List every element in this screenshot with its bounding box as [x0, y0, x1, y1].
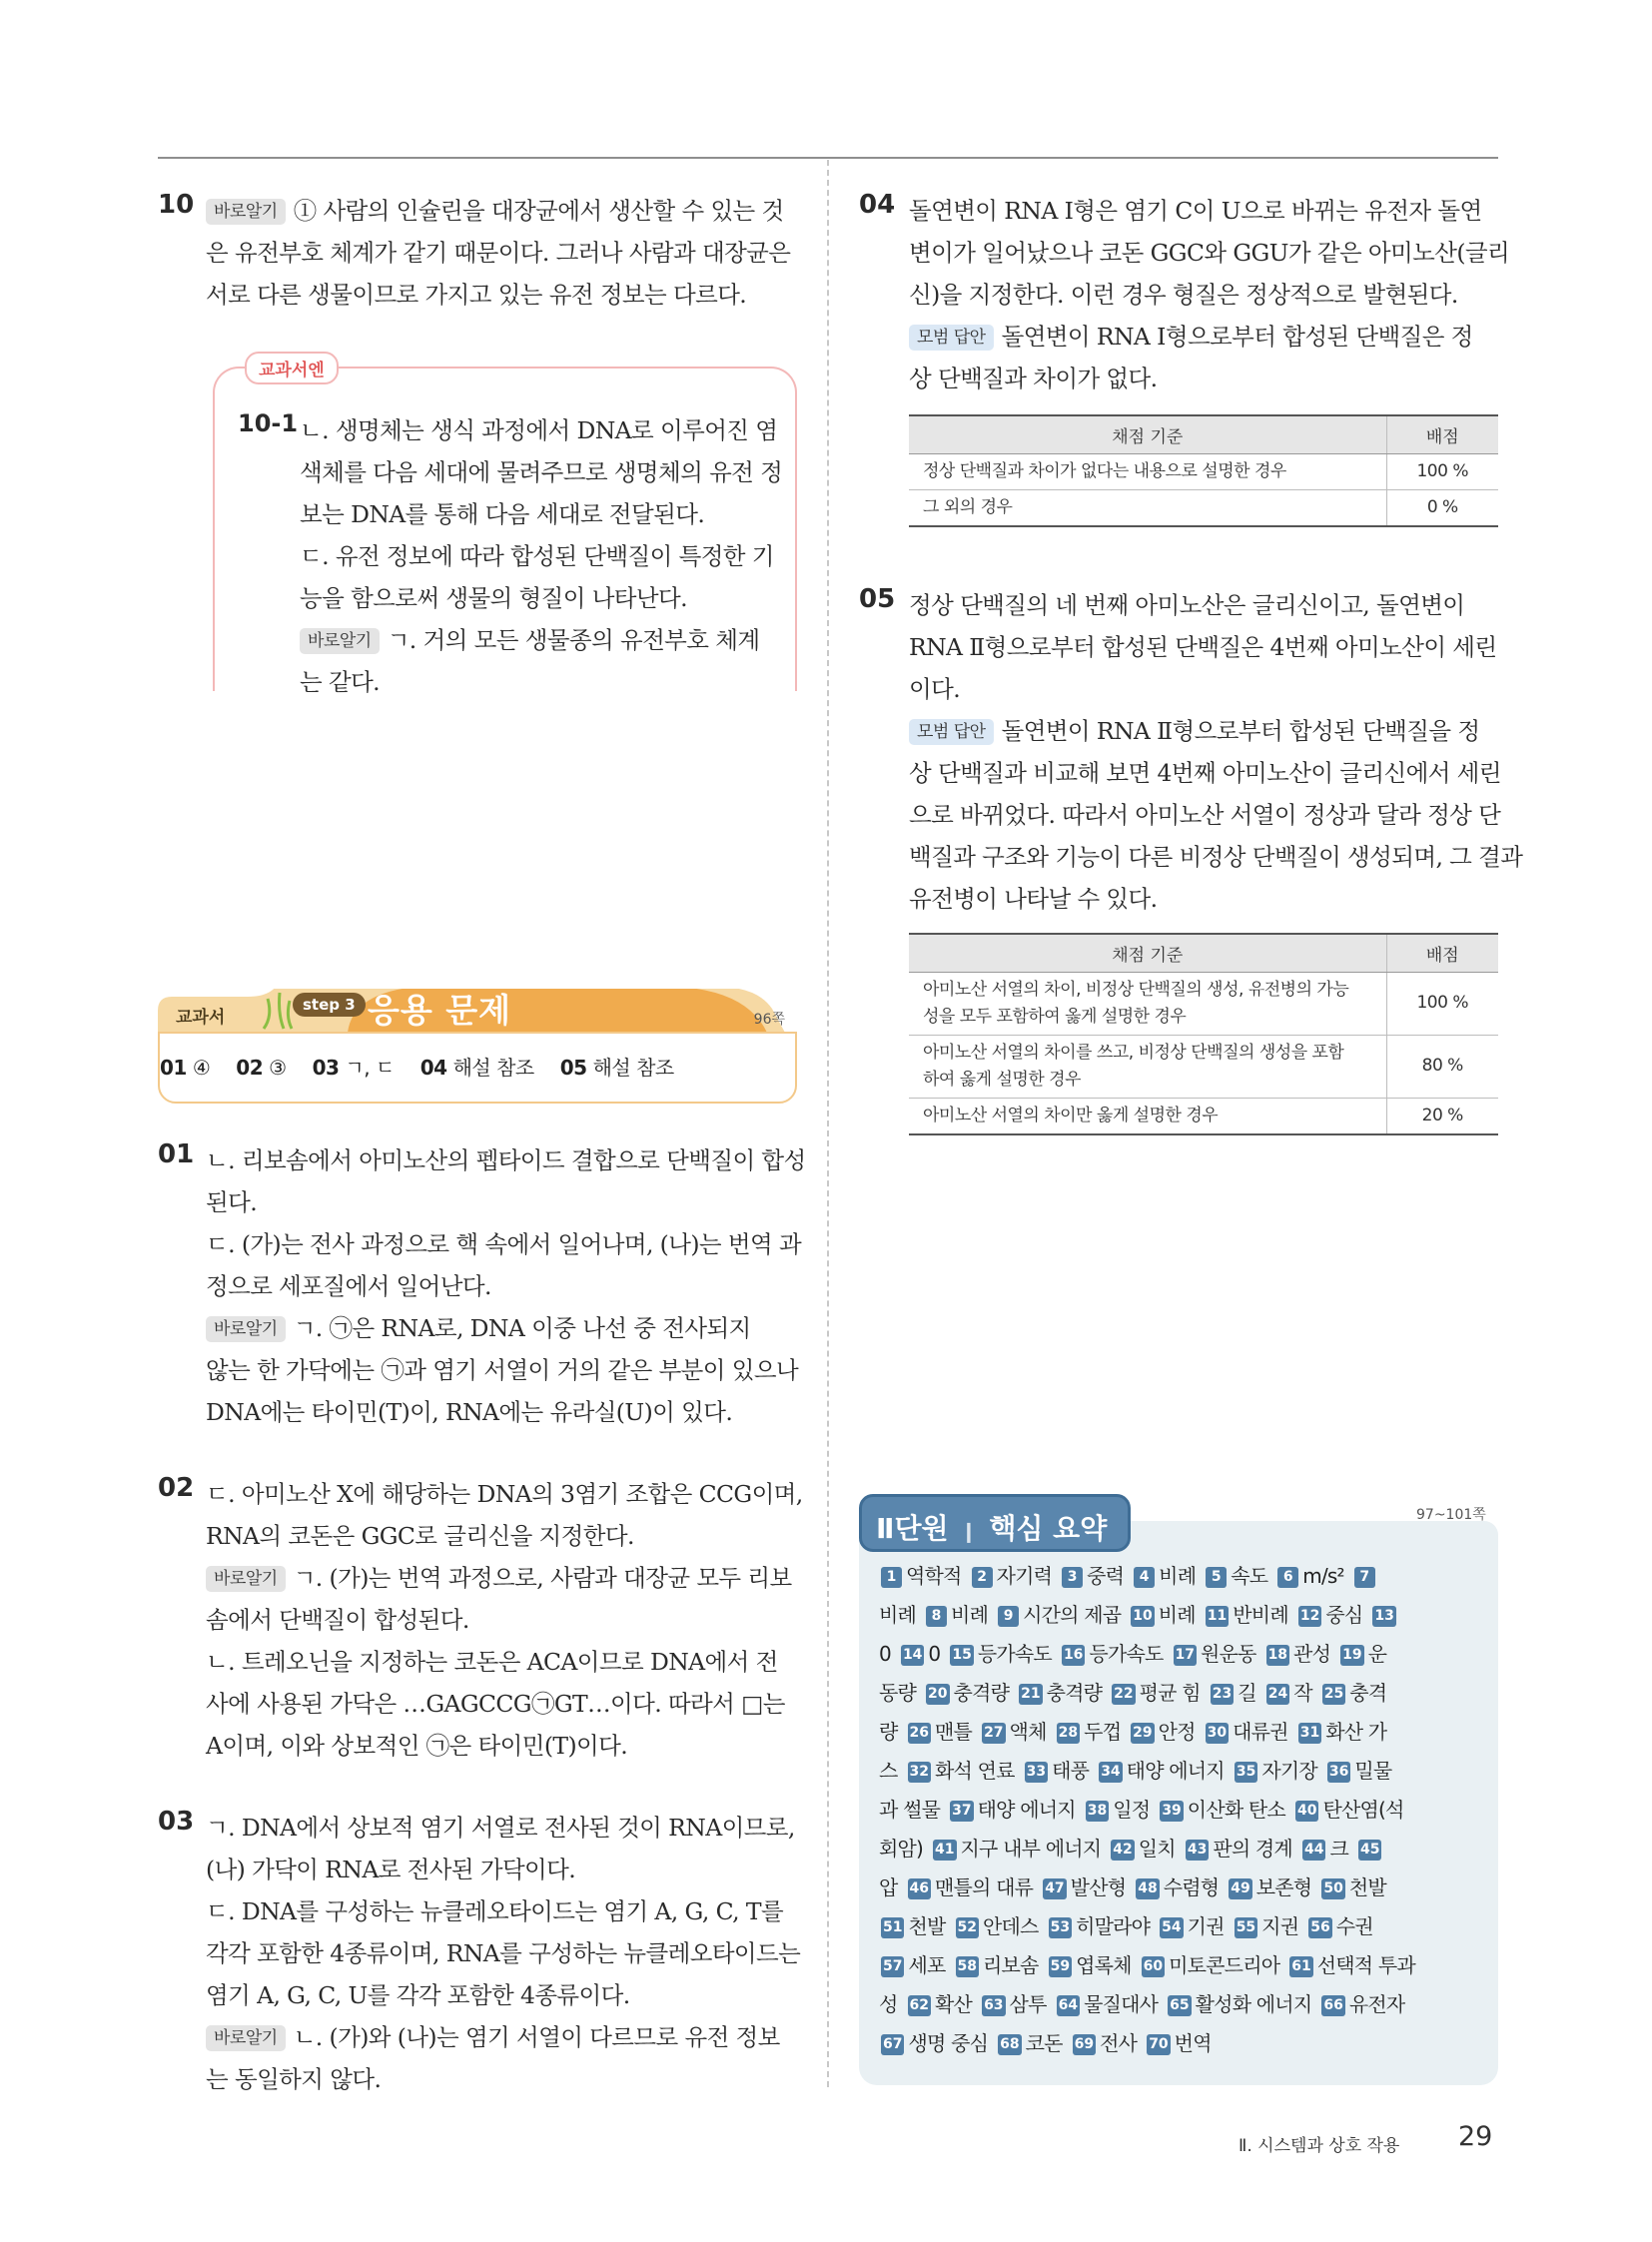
- text-line: (나) 가닥이 RNA로 전사된 가닥이다.: [206, 1856, 576, 1883]
- summary-item-term: 충격량: [953, 1681, 1010, 1705]
- text-line: 바로알기 ㄱ. (가)는 번역 과정으로, 사람과 대장균 모두 리보: [206, 1557, 797, 1599]
- summary-item-number: 69: [1073, 2034, 1096, 2055]
- summary-item-term: 태양 에너지: [977, 1798, 1076, 1822]
- summary-item-term: 천발: [1348, 1875, 1386, 1899]
- summary-text: [879, 1557, 1488, 2063]
- summary-item-term: 지구 내부 에너지: [960, 1837, 1102, 1861]
- summary-item-term: 번역: [1174, 2031, 1212, 2055]
- points-header: 배점: [1386, 415, 1498, 453]
- text-line: 색체를 다음 세대에 물려주므로 생명체의 유전 정: [300, 458, 783, 486]
- summary-item-number: 44: [1302, 1840, 1325, 1861]
- score-row: [909, 489, 1498, 526]
- summary-item-term: 대류권: [1233, 1720, 1288, 1744]
- summary-item-term: 확산: [935, 1992, 973, 2016]
- step-textbook-label: 교과서: [176, 1008, 226, 1028]
- summary-item-term: 일정: [1113, 1798, 1151, 1822]
- summary-item-number: 53: [1049, 1917, 1072, 1938]
- text-line: 는 같다.: [300, 668, 381, 696]
- summary-item-number: 3: [1062, 1567, 1083, 1588]
- summary-item-number: 16: [1062, 1645, 1085, 1666]
- summary-item-term: 안데스: [983, 1914, 1039, 1938]
- summary-item-number: 11: [1206, 1606, 1229, 1627]
- summary-item-number: 14: [901, 1645, 924, 1666]
- summary-item-term: 비례: [1159, 1564, 1197, 1588]
- text-line: ㄷ. DNA를 구성하는 뉴클레오타이드는 염기 A, G, C, T를: [206, 1897, 784, 1925]
- summary-item-number: 32: [908, 1762, 931, 1783]
- summary-item-number: 49: [1229, 1878, 1251, 1899]
- summary-item-number: 35: [1235, 1762, 1257, 1783]
- summary-unit: Ⅱ단원: [876, 1512, 949, 1545]
- summary-item-number: 8: [926, 1606, 947, 1627]
- summary-item-term: 속도: [1231, 1564, 1268, 1588]
- summary-item-term: 물질대사: [1084, 1992, 1159, 2016]
- summary-item-number: 52: [956, 1917, 979, 1938]
- text-line: 신)을 지정한다. 이런 경우 형질은 정상적으로 발현된다.: [909, 281, 1458, 309]
- summary-item-number: 60: [1142, 1956, 1165, 1977]
- question-body: [206, 1807, 801, 2100]
- text-line: 정으로 세포질에서 일어난다.: [206, 1272, 491, 1300]
- top-rule: [158, 157, 1498, 159]
- summary-item-number: 23: [1211, 1684, 1234, 1705]
- summary-item-term: 탄산염(석: [1322, 1798, 1404, 1822]
- summary-item-term: 안정: [1158, 1720, 1196, 1744]
- summary-item-number: 17: [1174, 1645, 1197, 1666]
- summary-item-number: 7: [1354, 1567, 1375, 1588]
- text-line: 솜에서 단백질이 합성된다.: [206, 1606, 469, 1634]
- summary-item-term: 생명 중심: [908, 2031, 989, 2055]
- summary-item-number: 65: [1168, 1995, 1191, 2016]
- summary-item-term: 맨틀의 대류: [935, 1875, 1034, 1899]
- summary-item-number: 58: [956, 1956, 979, 1977]
- summary-item-number: 43: [1186, 1840, 1209, 1861]
- summary-item-term: 스: [879, 1759, 898, 1783]
- summary-item-term: 0: [928, 1642, 941, 1666]
- summary-item-term: 코돈: [1025, 2031, 1063, 2055]
- summary-item-term: 길: [1238, 1681, 1256, 1705]
- summary-item-term: 성: [879, 1992, 898, 2016]
- text-line: 은 유전부호 체계가 같기 때문이다. 그러나 사람과 대장균은: [206, 239, 791, 267]
- summary-item-term: 과 썰물: [879, 1798, 941, 1822]
- text-line: 바로알기 ㄱ. ㉠은 RNA로, DNA 이중 나선 중 전사되지: [206, 1307, 797, 1349]
- answer-value: 해설 참조: [452, 1056, 534, 1080]
- answer-tag: 바로알기: [206, 199, 286, 225]
- summary-item-term: 량: [879, 1720, 898, 1744]
- answers-box: [158, 1032, 797, 1104]
- q04-score-table: [909, 414, 1498, 527]
- question-05: [859, 584, 1523, 920]
- summary-item-term: 관성: [1293, 1642, 1331, 1666]
- summary-item-term: 동량: [879, 1681, 917, 1705]
- footer-section: Ⅱ. 시스템과 상호 작용: [1239, 2136, 1400, 2156]
- text-line: ㄴ. 리보솜에서 아미노산의 펩타이드 결합으로 단백질이 합성: [206, 1146, 806, 1174]
- text-line: 모범 답안 돌연변이 RNA Ⅱ형으로부터 합성된 단백질을 정: [909, 710, 1498, 752]
- question-number: 03: [158, 1807, 195, 1837]
- summary-item-number: 48: [1136, 1878, 1159, 1899]
- text-line: 유전병이 나타날 수 있다.: [909, 885, 1158, 913]
- summary-line: [879, 1907, 1488, 1946]
- text-line: DNA에는 타이민(T)이, RNA에는 유라실(U)이 있다.: [206, 1398, 733, 1426]
- summary-line: [879, 1985, 1488, 2024]
- summary-item-term: 등가속도: [1089, 1642, 1164, 1666]
- summary-item-number: 31: [1298, 1723, 1321, 1744]
- page-number: 29: [1458, 2121, 1493, 2152]
- summary-item-term: 충격: [1349, 1681, 1387, 1705]
- summary-item-number: 36: [1327, 1762, 1350, 1783]
- answer-number: 04: [419, 1056, 447, 1080]
- summary-item-term: 등가속도: [977, 1642, 1052, 1666]
- q05-score-table: [909, 933, 1498, 1135]
- summary-item-number: 59: [1049, 1956, 1072, 1977]
- text-line: 이다.: [909, 675, 961, 703]
- summary-line: [879, 1791, 1488, 1830]
- text-line: 바로알기 ㄴ. (가)와 (나)는 염기 서열이 다르므로 유전 정보: [206, 2016, 797, 2058]
- question-04: [859, 190, 1510, 399]
- text-line: ㄴ. 트레오닌을 지정하는 코돈은 ACA이므로 DNA에서 전: [206, 1648, 778, 1676]
- score-row: [909, 453, 1498, 489]
- summary-line: [879, 1830, 1488, 1868]
- text-line: 정상 단백질의 네 번째 아미노산은 글리신이고, 돌연변이: [909, 591, 1465, 619]
- text-line: 는 동일하지 않다.: [206, 2065, 382, 2093]
- summary-item-term: 압: [879, 1875, 898, 1899]
- summary-item-term: 보존형: [1255, 1875, 1312, 1899]
- summary-item-term: 액체: [1009, 1720, 1047, 1744]
- model-answer-tag: 모범 답안: [909, 325, 994, 351]
- text-line: ㄷ. 아미노산 X에 해당하는 DNA의 3염기 조합은 CCG이며,: [206, 1480, 803, 1508]
- question-body: [909, 584, 1523, 920]
- text-line: 된다.: [206, 1188, 258, 1216]
- summary-item-number: 22: [1112, 1684, 1135, 1705]
- summary-item-number: 47: [1043, 1878, 1066, 1899]
- summary-item-term: 원운동: [1201, 1642, 1256, 1666]
- summary-line: [879, 1635, 1488, 1674]
- summary-item-term: 수렴형: [1163, 1875, 1220, 1899]
- summary-item-term: 화석 연료: [935, 1759, 1015, 1783]
- summary-item-number: 21: [1019, 1684, 1042, 1705]
- text-line: A이며, 이와 상보적인 ㉠은 타이민(T)이다.: [206, 1732, 628, 1760]
- summary-item-number: 6: [1277, 1567, 1298, 1588]
- summary-page-ref: 97~101쪽: [1416, 1507, 1486, 1523]
- summary-item-term: 지권: [1261, 1914, 1299, 1938]
- correction-tag: 바로알기: [206, 2025, 286, 2051]
- summary-item-term: 역학적: [906, 1564, 962, 1588]
- question-body: [206, 190, 797, 316]
- criteria-cell: 그 외의 경우: [909, 489, 1386, 526]
- summary-item-term: 수권: [1335, 1914, 1373, 1938]
- answer-value: ㄱ, ㄷ: [345, 1056, 395, 1080]
- text-line: 상 단백질과 비교해 보면 4번째 아미노산이 글리신에서 세린: [909, 759, 1501, 787]
- summary-item-number: 26: [908, 1723, 931, 1744]
- text-line: ㄴ. 생명체는 생식 과정에서 DNA로 이루어진 염: [300, 416, 778, 444]
- summary-item-term: 히말라야: [1076, 1914, 1151, 1938]
- text-line: 백질과 구조와 기능이 다른 비정상 단백질이 생성되며, 그 결과: [909, 843, 1523, 871]
- question-number: 01: [158, 1139, 195, 1169]
- text-line: 변이가 일어났으나 코돈 GGC와 GGU가 같은 아미노산(글리: [909, 239, 1510, 267]
- summary-item-number: 40: [1295, 1801, 1318, 1822]
- text-line: 모범 답안 돌연변이 RNA Ⅰ형으로부터 합성된 단백질은 정: [909, 316, 1498, 358]
- summary-item-term: m/s²: [1302, 1564, 1344, 1588]
- summary-item-number: 24: [1266, 1684, 1289, 1705]
- text-line: ㄷ. (가)는 전사 과정으로 핵 속에서 일어나며, (나)는 번역 과: [206, 1230, 802, 1258]
- question-01: [158, 1139, 806, 1433]
- question-body: [206, 1473, 803, 1767]
- question-body: [206, 1139, 806, 1433]
- criteria-cell: 아미노산 서열의 차이만 옳게 설명한 경우: [909, 1098, 1386, 1134]
- summary-item-term: 활성화 에너지: [1195, 1992, 1312, 2016]
- summary-item-term: 운: [1367, 1642, 1387, 1666]
- summary-line: [879, 1946, 1488, 1985]
- criteria-header: 채점 기준: [909, 934, 1386, 972]
- text-line: RNA Ⅱ형으로부터 합성된 단백질은 4번째 아미노산이 세린: [909, 633, 1497, 661]
- correction-tag: 바로알기: [300, 628, 380, 654]
- summary-item-term: 중심: [1325, 1603, 1363, 1627]
- summary-item-number: 33: [1025, 1762, 1048, 1783]
- model-answer-tag: 모범 답안: [909, 719, 994, 745]
- summary-title-pill: Ⅱ단원 ❙ 핵심 요약: [859, 1494, 1131, 1552]
- summary-item-number: 4: [1134, 1567, 1155, 1588]
- summary-item-number: 13: [1372, 1606, 1395, 1627]
- summary-line: [879, 2024, 1488, 2063]
- summary-item-term: 미토콘드리아: [1169, 1953, 1280, 1977]
- summary-item-number: 2: [972, 1567, 993, 1588]
- summary-item-number: 50: [1321, 1878, 1344, 1899]
- text-line: 서로 다른 생물이므로 가지고 있는 유전 정보는 다르다.: [206, 281, 747, 309]
- answer-list: [160, 1052, 700, 1081]
- answer-value: ③: [269, 1056, 287, 1080]
- correction-tag: 바로알기: [206, 1316, 286, 1342]
- question-body: [909, 190, 1510, 399]
- summary-item-term: 삼투: [1009, 1992, 1047, 2016]
- summary-item-term: 밀물: [1354, 1759, 1392, 1783]
- summary-item-number: 61: [1289, 1956, 1312, 1977]
- summary-item-term: 화산 가: [1325, 1720, 1387, 1744]
- summary-line: [879, 1868, 1488, 1907]
- summary-item-number: 64: [1057, 1995, 1080, 2016]
- summary-item-number: 10: [1131, 1606, 1154, 1627]
- answer-number: 01: [160, 1056, 187, 1080]
- text-line: 능을 함으로써 생물의 형질이 나타난다.: [300, 584, 687, 612]
- summary-item-term: 이산화 탄소: [1187, 1798, 1285, 1822]
- summary-item-term: 전사: [1100, 2031, 1138, 2055]
- answer-value: ④: [192, 1056, 211, 1080]
- text-line: RNA의 코돈은 GGC로 글리신을 지정한다.: [206, 1522, 634, 1550]
- summary-line: [879, 1713, 1488, 1752]
- text-line: 보는 DNA를 통해 다음 세대로 전달된다.: [300, 500, 705, 528]
- summary-item-term: 판의 경계: [1213, 1837, 1292, 1861]
- points-cell: 0 %: [1386, 489, 1498, 526]
- summary-item-term: 비례: [879, 1603, 917, 1627]
- text-line: 염기 A, G, C, U를 각각 포함한 4종류이다.: [206, 1981, 630, 2009]
- summary-item-term: 반비례: [1233, 1603, 1288, 1627]
- answer-value: 해설 참조: [592, 1056, 674, 1080]
- summary-item-term: 천발: [908, 1914, 946, 1938]
- question-number: 10: [158, 190, 195, 220]
- question-02: [158, 1473, 803, 1767]
- summary-item-number: 46: [908, 1878, 931, 1899]
- summary-item-number: 27: [982, 1723, 1005, 1744]
- text-line: 돌연변이 RNA Ⅰ형은 염기 C이 U으로 바뀌는 유전자 돌연: [909, 197, 1482, 225]
- score-row: [909, 1035, 1498, 1098]
- summary-item-term: 비례: [951, 1603, 989, 1627]
- summary-item-number: 25: [1322, 1684, 1345, 1705]
- summary-item-number: 54: [1160, 1917, 1183, 1938]
- question-10: [158, 190, 797, 316]
- text-line: 으로 바뀌었다. 따라서 아미노산 서열이 정상과 달라 정상 단: [909, 801, 1501, 829]
- summary-item-term: 충격량: [1046, 1681, 1103, 1705]
- summary-line: [879, 1557, 1488, 1596]
- summary-line: [879, 1752, 1488, 1791]
- text-line: 바로알기 ㄱ. 거의 모든 생물종의 유전부호 체계: [300, 619, 777, 661]
- summary-item-term: 일치: [1138, 1837, 1176, 1861]
- summary-item-number: 18: [1266, 1645, 1289, 1666]
- summary-item-number: 68: [998, 2034, 1021, 2055]
- text-line: ㄷ. 유전 정보에 따라 합성된 단백질이 특정한 기: [300, 542, 774, 570]
- summary-item-term: 리보솜: [983, 1953, 1039, 1977]
- points-cell: 100 %: [1386, 972, 1498, 1035]
- summary-item-term: 비례: [1158, 1603, 1196, 1627]
- summary-item-term: 0: [879, 1642, 891, 1666]
- textbook-box-label: 교과서엔: [245, 352, 339, 384]
- summary-item-number: 51: [881, 1917, 904, 1938]
- summary-item-number: 56: [1308, 1917, 1331, 1938]
- question-number: 05: [859, 584, 896, 614]
- summary-item-number: 19: [1340, 1645, 1363, 1666]
- answer-number: 05: [559, 1056, 587, 1080]
- text-line: 않는 한 가닥에는 ㉠과 염기 서열이 거의 같은 부분이 있으나: [206, 1356, 799, 1384]
- summary-item-number: 45: [1358, 1840, 1381, 1861]
- summary-item-number: 57: [881, 1956, 904, 1977]
- criteria-header: 채점 기준: [909, 415, 1386, 453]
- summary-item-number: 70: [1147, 2034, 1170, 2055]
- points-cell: 80 %: [1386, 1035, 1498, 1098]
- summary-item-number: 38: [1086, 1801, 1109, 1822]
- points-header: 배점: [1386, 934, 1498, 972]
- score-row: [909, 1098, 1498, 1134]
- question-03: [158, 1807, 801, 2100]
- summary-item-term: 중력: [1087, 1564, 1125, 1588]
- question-number: 10-1: [238, 409, 299, 437]
- summary-item-term: 태양 에너지: [1126, 1759, 1225, 1783]
- step-page-ref: 96쪽: [753, 1012, 785, 1028]
- question-number: 04: [859, 190, 896, 220]
- text-line: 바로알기 ① 사람의 인슐린을 대장균에서 생산할 수 있는 것: [206, 190, 797, 232]
- summary-item-term: 엽록체: [1076, 1953, 1132, 1977]
- summary-item-number: 39: [1160, 1801, 1183, 1822]
- score-row: [909, 972, 1498, 1035]
- question-number: 02: [158, 1473, 195, 1503]
- summary-item-term: 태풍: [1052, 1759, 1090, 1783]
- summary-item-number: 67: [881, 2034, 904, 2055]
- column-divider: [827, 160, 829, 2087]
- summary-item-term: 크: [1329, 1837, 1348, 1861]
- text-line: ㄱ. DNA에서 상보적 염기 서열로 전사된 것이 RNA이므로,: [206, 1814, 795, 1842]
- summary-item-number: 55: [1235, 1917, 1257, 1938]
- summary-line: [879, 1596, 1488, 1635]
- summary-item-number: 29: [1131, 1723, 1154, 1744]
- question-body: [300, 409, 783, 703]
- text-line: 사에 사용된 가닥은 …GAGCCG㉠GT…이다. 따라서 □는: [206, 1690, 785, 1718]
- step3-banner: [158, 989, 797, 1029]
- summary-item-number: 5: [1206, 1567, 1227, 1588]
- summary-item-term: 시간의 제곱: [1023, 1603, 1122, 1627]
- summary-item-term: 세포: [908, 1953, 946, 1977]
- summary-line: [879, 1674, 1488, 1713]
- step-pill: step 3: [293, 993, 366, 1017]
- summary-item-term: 작: [1293, 1681, 1312, 1705]
- summary-item-number: 37: [950, 1801, 973, 1822]
- summary-item-number: 41: [933, 1840, 956, 1861]
- points-cell: 20 %: [1386, 1098, 1498, 1134]
- step-title: 응용 문제: [368, 991, 512, 1030]
- summary-item-number: 34: [1099, 1762, 1122, 1783]
- summary-item-number: 1: [881, 1567, 902, 1588]
- answer-number: 03: [312, 1056, 340, 1080]
- summary-item-term: 자기장: [1261, 1759, 1317, 1783]
- criteria-cell: 아미노산 서열의 차이, 비정상 단백질의 생성, 유전병의 가능 성을 모두 포함하여 옳게 설명한 경우: [909, 972, 1386, 1035]
- summary-item-number: 62: [908, 1995, 931, 2016]
- text-line: 상 단백질과 차이가 없다.: [909, 365, 1158, 392]
- summary-item-term: 발산형: [1070, 1875, 1127, 1899]
- summary-item-term: 선택적 투과: [1316, 1953, 1415, 1977]
- summary-item-number: 66: [1321, 1995, 1344, 2016]
- summary-item-number: 63: [982, 1995, 1005, 2016]
- points-cell: 100 %: [1386, 453, 1498, 489]
- question-10-1: [238, 409, 783, 703]
- correction-tag: 바로알기: [206, 1566, 286, 1592]
- summary-item-term: 맨틀: [935, 1720, 973, 1744]
- summary-item-term: 자기력: [996, 1564, 1053, 1588]
- summary-item-number: 42: [1111, 1840, 1134, 1861]
- summary-item-term: 기권: [1187, 1914, 1225, 1938]
- summary-item-number: 30: [1206, 1723, 1229, 1744]
- criteria-cell: 아미노산 서열의 차이를 쓰고, 비정상 단백질의 생성을 포함 하여 옳게 설명한 경우: [909, 1035, 1386, 1098]
- summary-item-number: 12: [1298, 1606, 1321, 1627]
- summary-box: [859, 1521, 1498, 2085]
- criteria-cell: 정상 단백질과 차이가 없다는 내용으로 설명한 경우: [909, 453, 1386, 489]
- text-line: 각각 포함한 4종류이며, RNA를 구성하는 뉴클레오타이드는: [206, 1939, 801, 1967]
- summary-item-term: 두껍: [1084, 1720, 1122, 1744]
- summary-item-number: 28: [1057, 1723, 1080, 1744]
- summary-title: 핵심 요약: [989, 1512, 1108, 1545]
- summary-item-term: 회암): [879, 1837, 924, 1861]
- summary-item-number: 15: [950, 1645, 973, 1666]
- summary-item-number: 20: [926, 1684, 949, 1705]
- summary-item-term: 유전자: [1348, 1992, 1405, 2016]
- summary-item-number: 9: [998, 1606, 1019, 1627]
- answer-number: 02: [236, 1056, 264, 1080]
- summary-item-term: 평균 힘: [1139, 1681, 1201, 1705]
